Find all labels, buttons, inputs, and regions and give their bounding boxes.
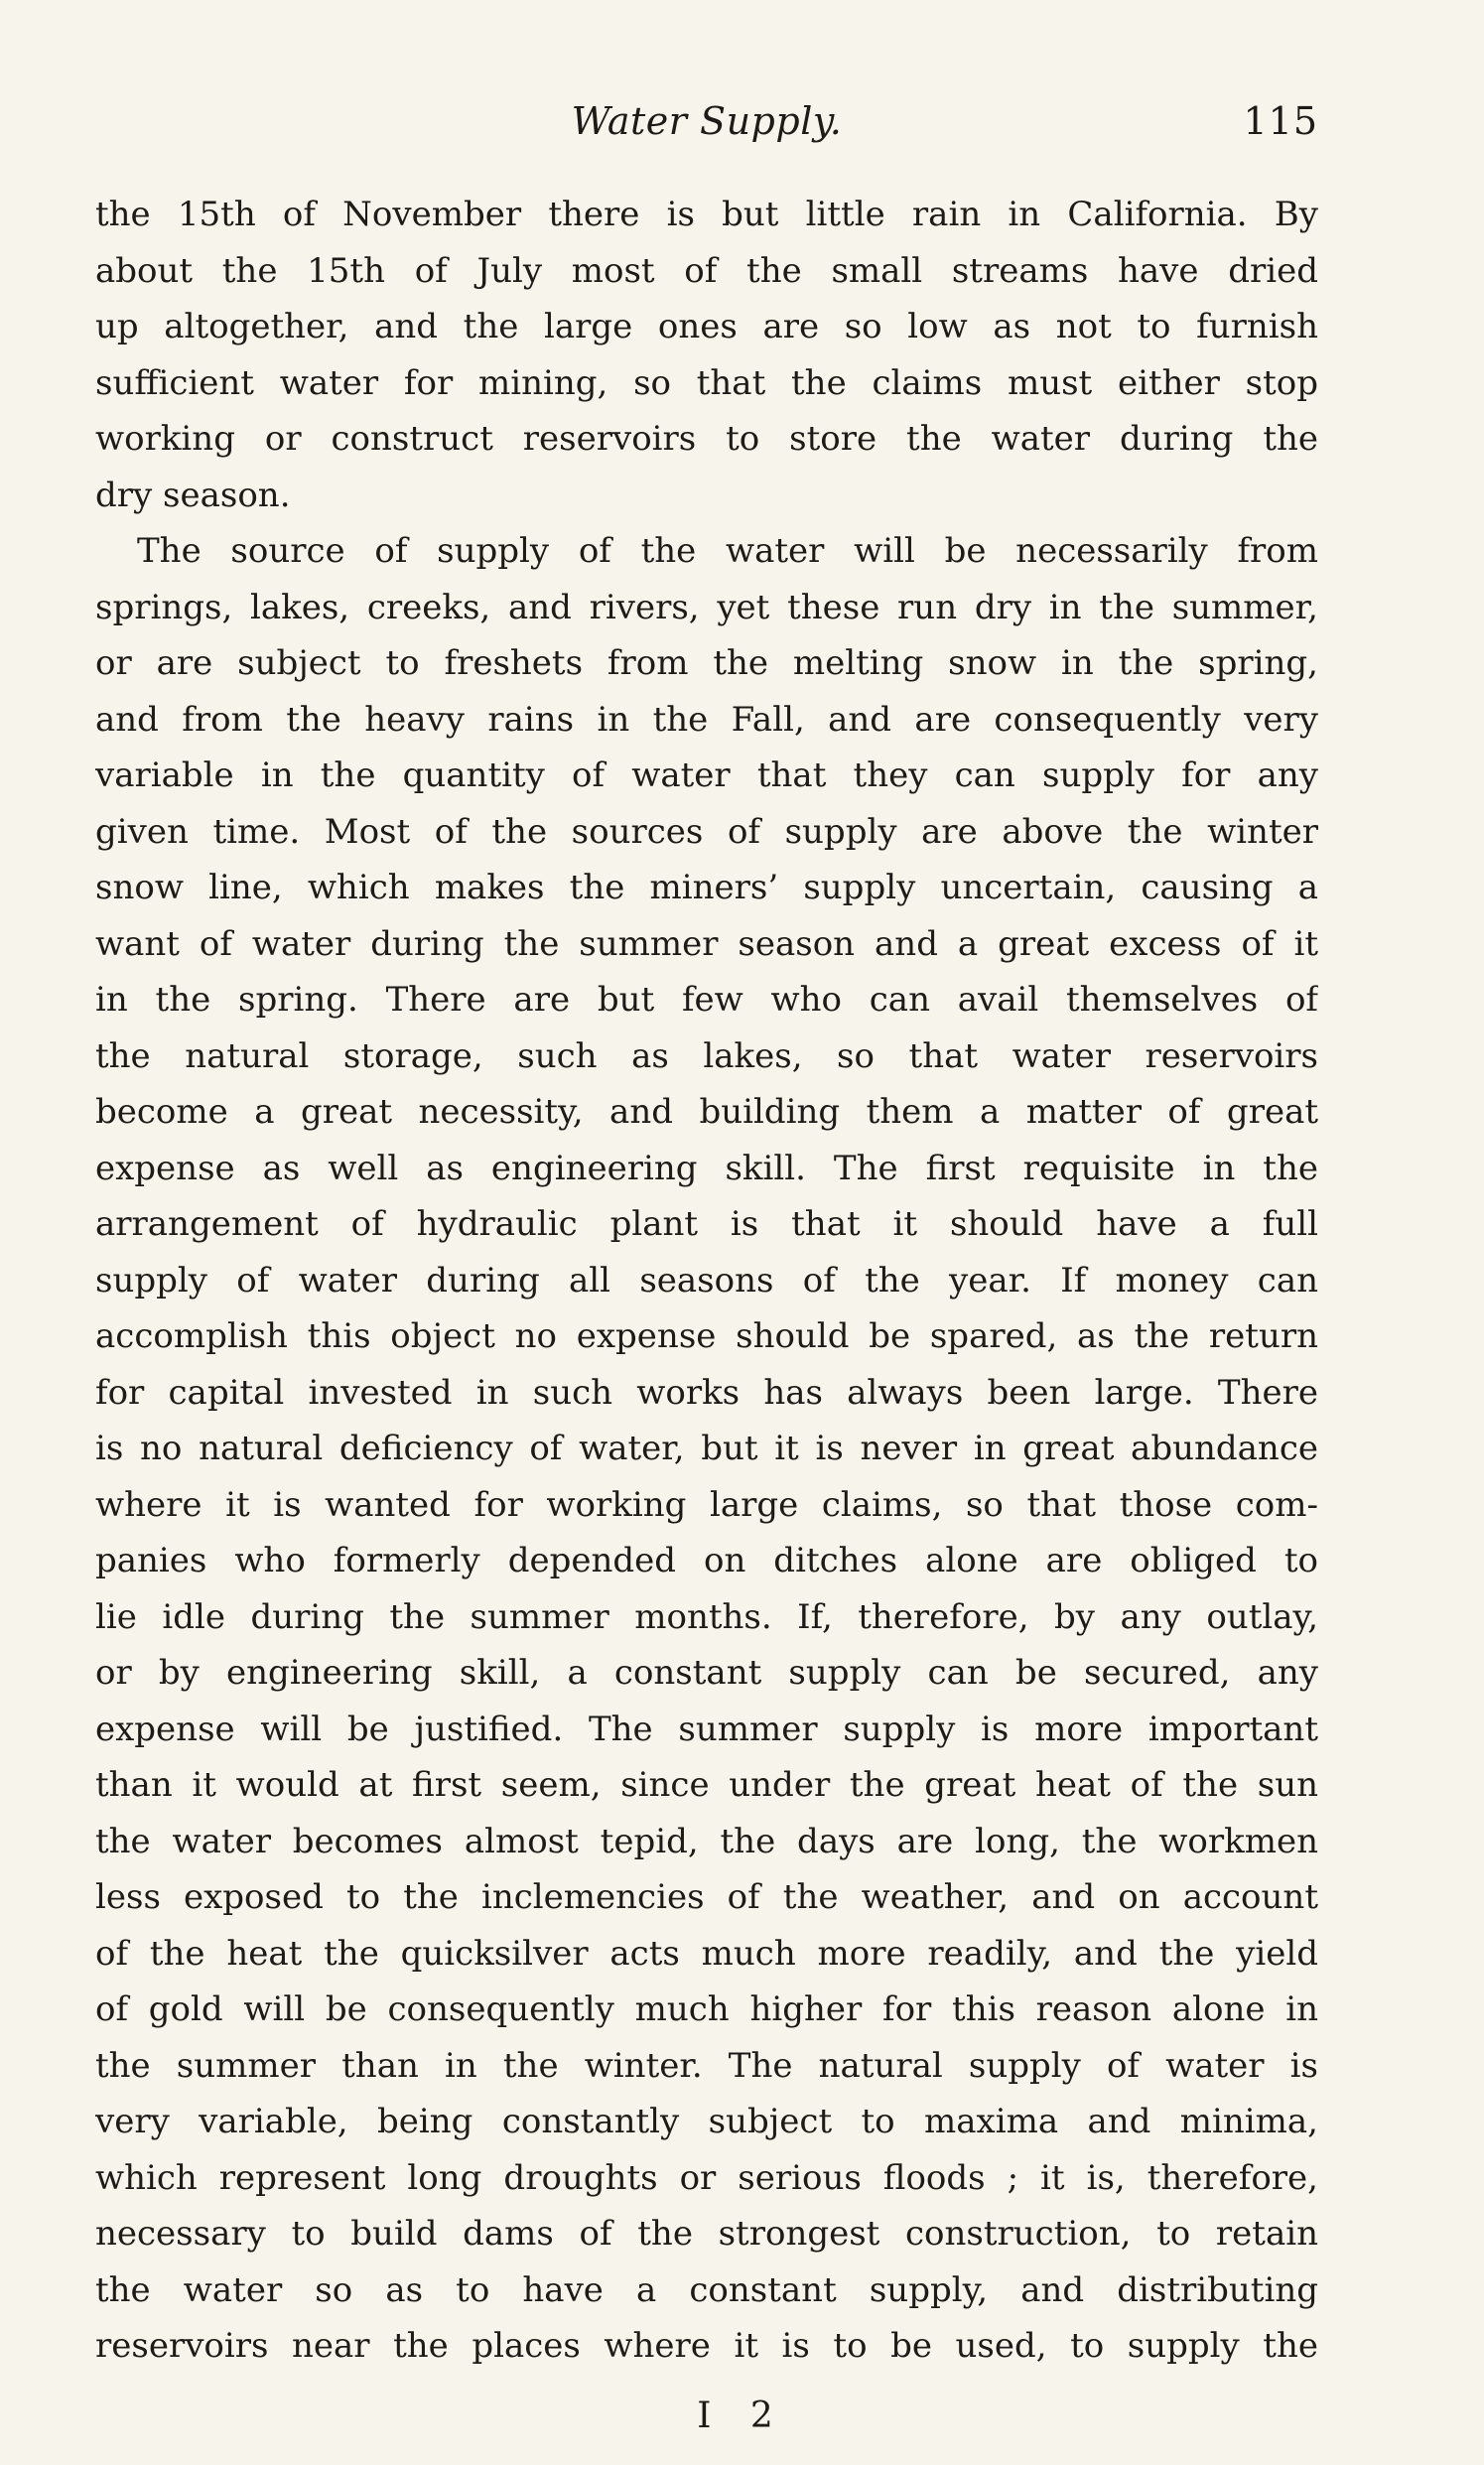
text-line: working or construct reservoirs to store the water during the — [95, 419, 1318, 459]
page-header — [95, 91, 1318, 151]
text-line: where it is wanted for working large claims, so that those com- — [95, 1484, 1318, 1525]
text-line: the summer than in the winter. The natural supply of water is — [95, 2045, 1318, 2086]
text-line: the water becomes almost tepid, the days are long, the workmen — [95, 1821, 1318, 1861]
text-line: The source of supply of the water will be necessarily from — [137, 531, 1318, 571]
text-line: variable in the quantity of water that they can supply for any — [95, 755, 1318, 795]
text-line: expense as well as engineering skill. The first requisite in the — [95, 1148, 1318, 1188]
page-number: 115 — [1243, 99, 1318, 143]
text-line: accomplish this object no expense should be spared, as the return — [95, 1316, 1318, 1356]
text-line: want of water during the summer season and a great excess of it — [95, 923, 1318, 964]
text-line: up altogether, and the large ones are so low as not to furnish — [95, 307, 1318, 346]
text-line: necessary to build dams of the strongest construction, to retain — [95, 2214, 1318, 2254]
text-line: which represent long droughts or serious floods ; it is, therefore, — [95, 2157, 1318, 2198]
text-line: less exposed to the inclemencies of the weather, and on account — [95, 1877, 1318, 1917]
text-line: lie idle during the summer months. If, therefore, by any outlay, — [95, 1596, 1318, 1637]
text-line: the natural storage, such as lakes, so that water reservoirs — [95, 1035, 1318, 1076]
text-line: and from the heavy rains in the Fall, and are consequently very — [95, 699, 1318, 740]
running-title: Water Supply. — [571, 99, 843, 143]
text-line: sufficient water for mining, so that the claims must either stop — [95, 362, 1318, 403]
text-line: the water so as to have a constant supply, and distributing — [95, 2269, 1318, 2310]
text-line: dry season. — [95, 475, 291, 515]
text-line: supply of water during all seasons of the year. If money can — [95, 1260, 1318, 1301]
text-line: snow line, which makes the miners’ supply uncertain, causing a — [95, 868, 1318, 907]
text-line: of gold will be consequently much higher for this reason alone in — [95, 1989, 1318, 2029]
text-line: springs, lakes, creeks, and rivers, yet these run dry in the summer, — [95, 587, 1318, 627]
text-line: is no natural deficiency of water, but it is never in great abundance — [95, 1429, 1318, 1468]
text-line: very variable, being constantly subject to maxima and minima, — [95, 2102, 1318, 2141]
text-line: expense will be justified. The summer supply is more important — [95, 1709, 1318, 1749]
text-line: about the 15th of July most of the small streams have dried — [95, 250, 1318, 291]
text-line: become a great necessity, and building them a matter of great — [95, 1092, 1318, 1132]
text-line: for capital invested in such works has always been large. There — [95, 1372, 1318, 1413]
text-line: in the spring. There are but few who can avail themselves of — [95, 980, 1318, 1020]
text-line: arrangement of hydraulic plant is that it should have a full — [95, 1204, 1318, 1244]
text-line: than it would at first seem, since under the great heat of the sun — [95, 1765, 1318, 1805]
text-line: of the heat the quicksilver acts much more readily, and the yield — [95, 1933, 1318, 1974]
text-line: given time. Most of the sources of supply are above the winter — [95, 811, 1318, 852]
text-line: or are subject to freshets from the melting snow in the spring, — [95, 643, 1318, 683]
text-line: or by engineering skill, a constant supply can be secured, any — [95, 1653, 1318, 1693]
text-line: panies who formerly depended on ditches alone are obliged to — [95, 1541, 1318, 1580]
text-line: reservoirs near the places where it is to be used, to supply the — [95, 2326, 1318, 2366]
text-line: the 15th of November there is but little rain in California. By — [95, 195, 1318, 234]
signature-mark: I 2 — [697, 2396, 787, 2436]
body-text — [95, 187, 1318, 2375]
